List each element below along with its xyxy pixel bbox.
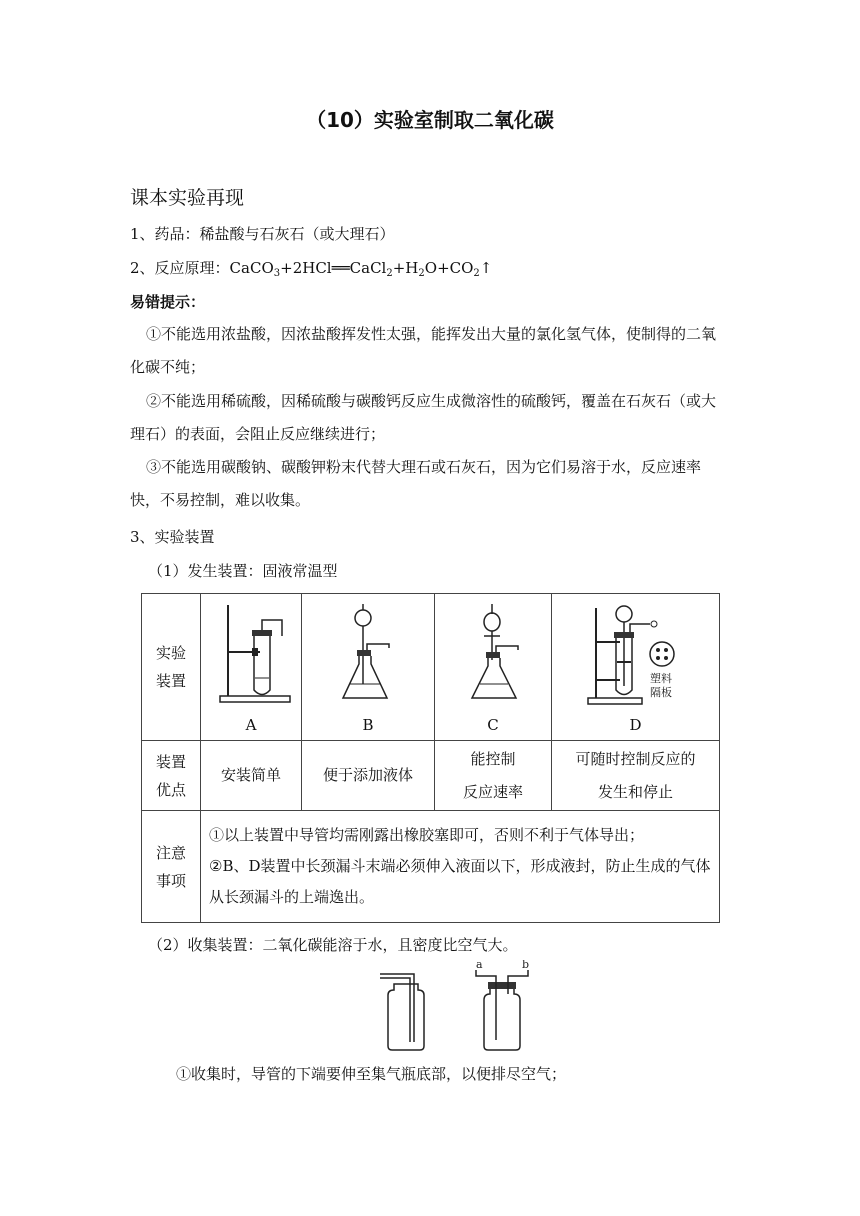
tip-1: ①不能选用浓盐酸，因浓盐酸挥发性太强，能挥发出大量的氯化氢气体，使制得的二氧化碳不纯； bbox=[130, 325, 717, 376]
collector-heading: （2）收集装置：二氧化碳能溶于水，且密度比空气大。 bbox=[148, 936, 518, 954]
d-label-line-1: 塑料 bbox=[649, 672, 672, 685]
apparatus-letter-a: A bbox=[245, 716, 257, 734]
generator-heading: （1）发生装置：固液常温型 bbox=[148, 562, 338, 580]
tips-heading: 易错提示： bbox=[130, 293, 206, 311]
table-row bbox=[142, 594, 720, 741]
apparatus-a bbox=[201, 594, 302, 741]
advantage-c: 能控制 反应速率 bbox=[435, 741, 552, 811]
apparatus-d bbox=[552, 594, 720, 741]
apparatus-letter-c: C bbox=[487, 716, 499, 734]
tube-label-b: b bbox=[522, 960, 530, 971]
note-2: ②B、D装置中长颈漏斗末端必须伸入液面以下，形成液封，防止生成的气体从长颈漏斗的上端逸出。 bbox=[209, 857, 711, 906]
row-header-notes: 注意 事项 bbox=[142, 811, 201, 923]
equation: $CaCO_3+2HCl══CaCl_2+H_2O+CO_2↑$ bbox=[229, 259, 493, 279]
apparatus-b bbox=[302, 594, 435, 741]
tip-2: ②不能选用稀硫酸，因稀硫酸与碳酸钙反应生成微溶性的硫酸钙，覆盖在石灰石（或大理石）的表面，会阻止反应继续进行； bbox=[130, 392, 717, 443]
advantage-a: 安装简单 bbox=[201, 741, 302, 811]
principle-label: 2、反应原理： bbox=[130, 259, 230, 277]
item-apparatus: 3、实验装置 bbox=[130, 528, 215, 546]
apparatus-c-diagram bbox=[448, 600, 538, 710]
item-reagents: 1、药品：稀盐酸与石灰石（或大理石） bbox=[130, 225, 395, 243]
table-row bbox=[142, 741, 720, 811]
note-1: ①以上装置中导管均需刚露出橡胶塞即可，否则不利于气体导出； bbox=[209, 826, 645, 844]
row-header-apparatus: 实验 装置 bbox=[142, 594, 201, 741]
notes-cell bbox=[201, 811, 720, 923]
apparatus-a-diagram bbox=[206, 600, 296, 710]
apparatus-letter-d: D bbox=[629, 716, 642, 734]
apparatus-c bbox=[435, 594, 552, 741]
apparatus-letter-b: B bbox=[362, 716, 374, 734]
d-label-line-2: 隔板 bbox=[649, 686, 672, 699]
page-title: （10）实验室制取二氧化碳 bbox=[306, 108, 554, 132]
tip-3: ③不能选用碳酸钠、碳酸钾粉末代替大理石或石灰石，因为它们易溶于水，反应速率快，不易控制，难以收集。 bbox=[130, 458, 702, 509]
apparatus-b-diagram bbox=[323, 600, 413, 710]
item-principle bbox=[130, 258, 492, 278]
row-header-advantages: 装置 优点 bbox=[142, 741, 201, 811]
collection-bottles-diagram bbox=[380, 960, 540, 1055]
table-row bbox=[142, 811, 720, 923]
collect-note: ①收集时，导管的下端要伸至集气瓶底部，以便排尽空气； bbox=[176, 1065, 567, 1083]
apparatus-table bbox=[141, 593, 720, 923]
tube-label-a: a bbox=[476, 960, 483, 971]
advantage-b: 便于添加液体 bbox=[302, 741, 435, 811]
apparatus-d-diagram bbox=[576, 600, 696, 710]
section-heading: 课本实验再现 bbox=[130, 187, 245, 209]
advantage-d: 可随时控制反应的 发生和停止 bbox=[552, 741, 720, 811]
